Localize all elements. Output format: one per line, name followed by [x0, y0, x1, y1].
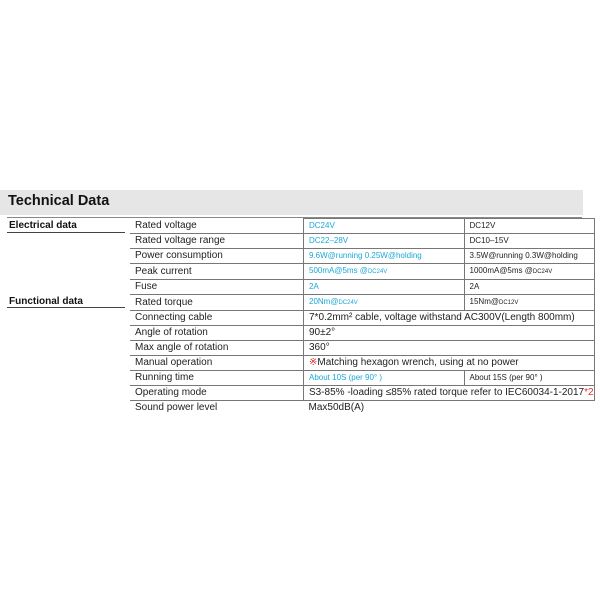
row-label: Running time: [130, 371, 304, 386]
value-shared: [304, 356, 595, 371]
value-text: 1000mA@5ms @: [469, 266, 533, 275]
value-unit: DC24V: [532, 269, 553, 275]
value-text: S3-85% -loading ≤85% rated torque refer to IEC60034-1-2017: [309, 387, 585, 398]
value-12v: 2A: [464, 280, 594, 295]
spec-table: [130, 218, 595, 415]
note-mark: ※: [309, 357, 318, 368]
row-label: Max angle of rotation: [130, 341, 304, 356]
row-label: Rated voltage: [130, 219, 304, 234]
value-24v: 9.6W@running 0.25W@holding: [304, 249, 465, 264]
table-row: [130, 219, 594, 234]
row-label: Rated torque: [130, 295, 304, 311]
row-label: Sound power level: [135, 402, 218, 413]
divider: [7, 307, 125, 308]
value-24v: 2A: [304, 280, 465, 295]
value-24v: DC22–28V: [304, 234, 465, 249]
page-title: Technical Data: [8, 193, 110, 209]
table-row: [130, 249, 594, 264]
electrical-data-heading: Electrical data: [9, 220, 77, 231]
row-label: Operating mode: [130, 386, 304, 401]
value-24v: [304, 295, 465, 311]
value-shared: 90±2°: [304, 326, 595, 341]
note-mark: *2: [584, 387, 594, 398]
row-label: Connecting cable: [130, 311, 304, 326]
row-label: Rated voltage range: [130, 234, 304, 249]
value-24v: [304, 264, 465, 280]
table-row: [130, 280, 594, 295]
table-row: [130, 386, 594, 401]
value-24v: About 10S (per 90° ): [304, 371, 465, 386]
value-shared: [304, 386, 595, 401]
table-row: [130, 295, 594, 311]
value-text: 500mA@5ms @: [309, 266, 368, 275]
divider: [7, 232, 125, 233]
functional-data-heading: Functional data: [9, 296, 83, 307]
value-shared: 360°: [304, 341, 595, 356]
value-unit: DC24V: [367, 269, 388, 275]
value-text: 15Nm@: [469, 297, 499, 306]
row-label: Power consumption: [130, 249, 304, 264]
table-row: [130, 401, 594, 416]
value-12v: DC12V: [464, 219, 594, 234]
table-row: [130, 311, 594, 326]
table-row: [130, 326, 594, 341]
value-unit: DC12V: [498, 300, 519, 306]
row-label: Peak current: [130, 264, 304, 280]
table-row: [130, 356, 594, 371]
value-text: 20Nm@: [309, 297, 339, 306]
section-header: [0, 190, 583, 215]
table-row: [130, 264, 594, 280]
value-text: Matching hexagon wrench, using at no power: [317, 357, 519, 368]
value-unit: DC24V: [338, 300, 358, 306]
value-12v: [464, 264, 594, 280]
value-shared: 7*0.2mm² cable, voltage withstand AC300V(Length 800mm): [304, 311, 595, 326]
row-label: Manual operation: [130, 356, 304, 371]
value-12v: About 15S (per 90° ): [464, 371, 594, 386]
value-24v: DC24V: [304, 219, 465, 234]
row-label: Fuse: [130, 280, 304, 295]
value-shared: Max50dB(A): [308, 402, 365, 413]
table-row: [130, 341, 594, 356]
value-12v: DC10–15V: [464, 234, 594, 249]
row-label: Angle of rotation: [130, 326, 304, 341]
value-12v: 3.5W@running 0.3W@holding: [464, 249, 594, 264]
table-row: [130, 371, 594, 386]
table-row: [130, 234, 594, 249]
value-12v: [464, 295, 594, 311]
